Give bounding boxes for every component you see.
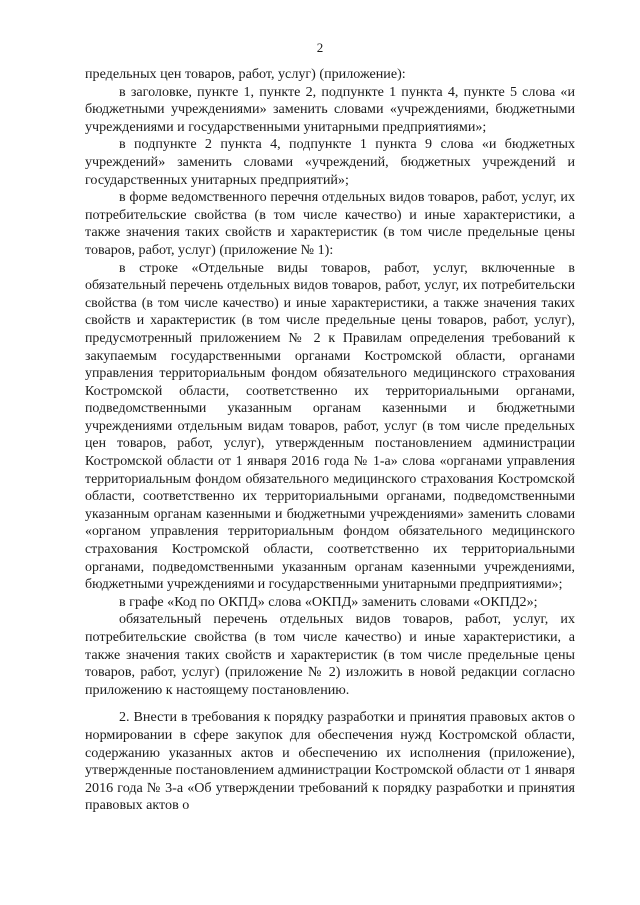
paragraph-subclause-amendment: в подпункте 2 пункта 4, подпункте 1 пункта 9 слова «и бюджетных учреждений» заменить словами «учреждений, бюджетных учреждений и государственных унитарных предприятий»; bbox=[85, 136, 575, 188]
paragraph-heading-amendment: в заголовке, пункте 1, пункте 2, подпункте 1 пункта 4, пункте 5 слова «и бюджетными учреждениями» заменить словами «учреждениями, бюджетными учреждениями и государственными унитарными предприятиями»; bbox=[85, 83, 575, 135]
paragraph-continuation: предельных цен товаров, работ, услуг) (приложение): bbox=[85, 66, 406, 82]
paragraph-row-amendment: в строке «Отдельные виды товаров, работ, услуг, включенные в обязательный перечень отдельных видов товаров, работ, услуг, их потребительски свойства (в том числе качество) и иные характеристики, а также значения таких свойств и характеристик (в том числе предельные цены товаров, работ, услуг), предусмотренный приложением № 2 к Правилам определения требований к закупаемым государственными органами Костромской области, органами управления территориальным фондом обязательного медицинского страхования Костромской области, соответственно их территориальными органами, подведомственными указанным органам казенными и бюджетными учреждениями отдельным видам товаров, работ, услуг (в том числе предельных цен товаров, работ, услуг), утвержденным постановлением администрации Костромской области от 1 января 2016 года № 1-а» слова «органами управления территориальным фондом обязательного медицинского страхования Костромской области, соответственно их территориальными органами, подведомственными указанным органам казенными и бюджетными учреждениями» заменить словами «органом управления территориальным фондом обязательного медицинского страхования Костромской области, соответственно их территориальными органами, подведомственными указанным органам казенными учреждениями, бюджетными учреждениями и государственными унитарными предприятиями»; bbox=[85, 260, 575, 593]
paragraph-okpd-amendment: в графе «Код по ОКПД» слова «ОКПД» заменить словами «ОКПД2»; bbox=[119, 593, 538, 610]
page-number: 2 bbox=[316, 40, 324, 55]
paragraph-form-amendment: в форме ведомственного перечня отдельных видов товаров, работ, услуг, их потребительские свойства (в том числе качество) и иные характеристики, а также значения таких свойств и характеристик (в том числе предельные цены товаров, работ, услуг) (приложение № 1): bbox=[85, 189, 575, 258]
document-body bbox=[85, 66, 575, 815]
paragraph-list-new-edition: обязательный перечень отдельных видов товаров, работ, услуг, их потребительские свойства (в том числе качество) и иные характеристики, а также значения таких свойств и характеристик (в том числе предельные цены товаров, работ, услуг) (приложение № 2) изложить в новой редакции согласно приложению к настоящему постановлению. bbox=[85, 611, 575, 698]
paragraph-item-2: 2. Внести в требования к порядку разработки и принятия правовых актов о нормировании в сфере закупок для обеспечения нужд Костромской области, содержанию указанных актов и обеспечению их исполнения (приложение), утвержденные постановлением администрации Костромской области от 1 января 2016 года № 3-а «Об утверждении требований к порядку разработки и принятия правовых актов о bbox=[85, 709, 575, 814]
